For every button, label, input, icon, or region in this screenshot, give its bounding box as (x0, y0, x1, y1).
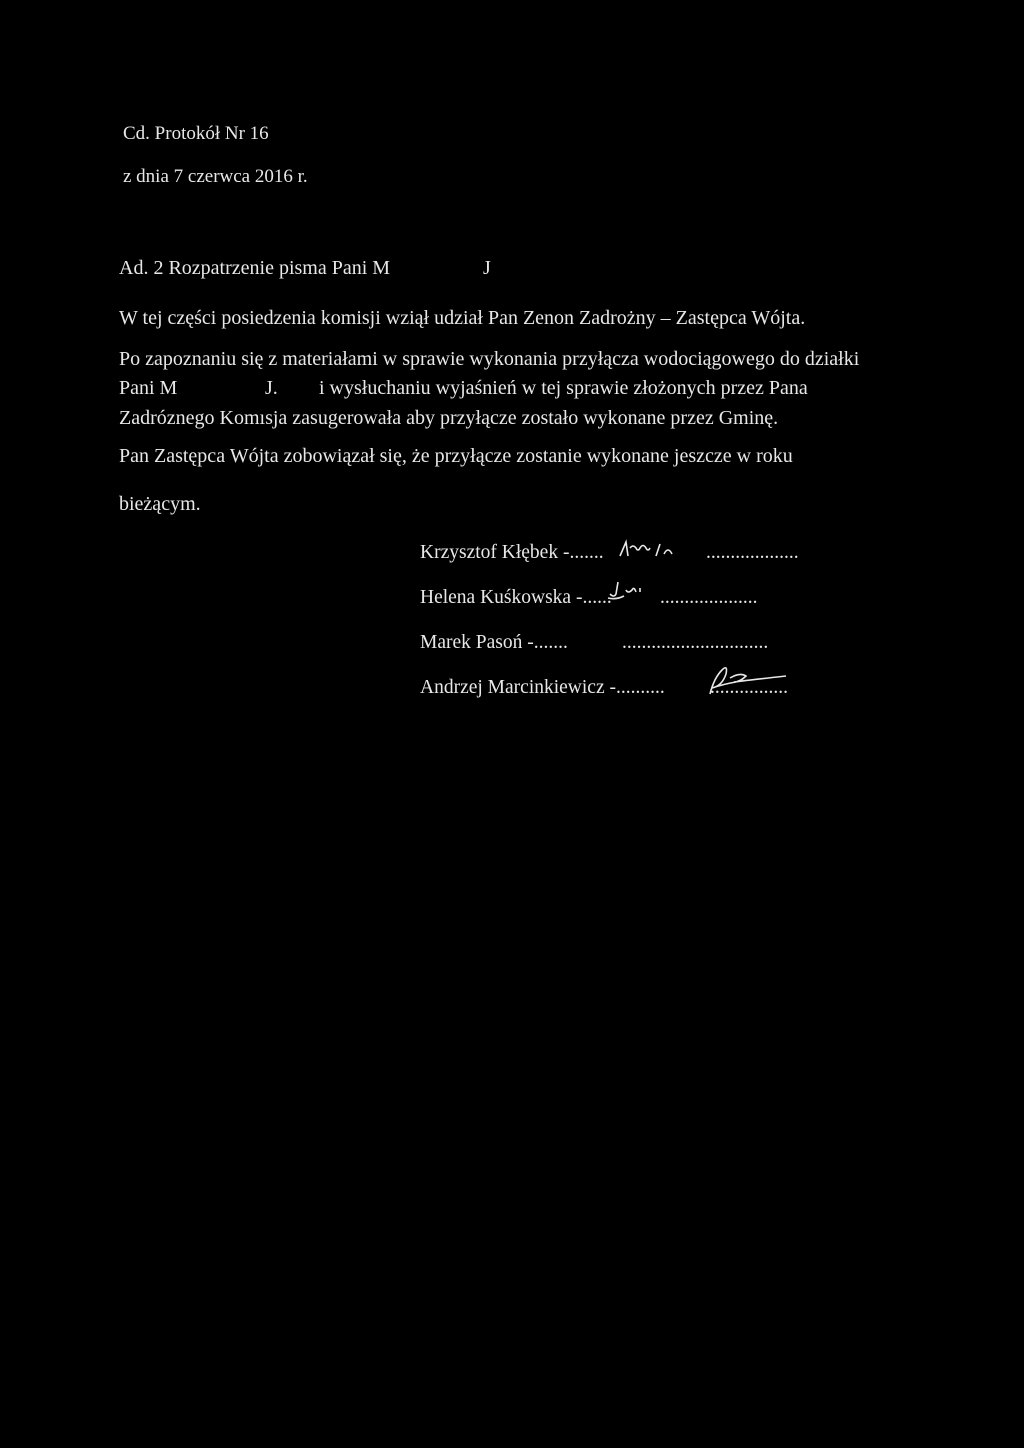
signature-row-klebek (420, 542, 799, 563)
agenda-surname-fragment: J (483, 257, 491, 279)
paragraph-2-line-1: Po zapoznaniu się z materiałami w sprawie wykonania przyłącza wodociągowego do działki (119, 348, 860, 370)
agenda-item (119, 257, 491, 279)
paragraph-1: W tej części posiedzenia komisji wziął udział Pan Zenon Zadrożny – Zastępca Wójta. (119, 307, 806, 329)
signature-dots-left: ...... (582, 587, 612, 608)
signature-dots-left: ....... (569, 542, 604, 563)
signature-dots-right: .................... (660, 587, 758, 608)
agenda-text: Ad. 2 Rozpatrzenie pisma Pani M (119, 257, 391, 279)
paragraph-2-line-2 (119, 378, 879, 402)
para2-rest: i wysłuchaniu wyjaśnień w tej sprawie złożonych przez Pana (319, 377, 808, 399)
signer-name: Krzysztof Kłębek - (420, 542, 570, 563)
signature-dots-left: ....... (533, 632, 568, 653)
signature-row-marcinkiewicz (420, 677, 788, 698)
signer-name: Andrzej Marcinkiewicz - (420, 677, 616, 698)
signature-dots-right: ................ (710, 677, 788, 698)
paragraph-3-line-1: Pan Zastępca Wójta zobowiązał się, że przyłącze zostanie wykonane jeszcze w roku (119, 445, 793, 467)
paragraph-2-line-3: Zadróznego Komısja zasugerowała aby przyłącze zostało wykonane przez Gminę. (119, 407, 779, 429)
protocol-number: Cd. Protokół Nr 16 (123, 123, 269, 144)
signature-dots-right: ................... (706, 542, 799, 563)
para2-initial: J. (265, 377, 278, 399)
signature-dots-right: .............................. (622, 632, 769, 653)
signature-dots-left: .......... (616, 677, 665, 698)
protocol-date: z dnia 7 czerwca 2016 r. (123, 166, 308, 187)
paragraph-3-line-2: bieżącym. (119, 493, 201, 515)
signer-name: Helena Kuśkowska - (420, 587, 583, 608)
signature-row-pason (420, 632, 769, 653)
para2-pani: Pani M (119, 377, 178, 399)
signature-row-kuskowska (420, 587, 758, 608)
signer-name: Marek Pasoń - (420, 632, 534, 653)
handwritten-signature-icon (616, 536, 686, 562)
